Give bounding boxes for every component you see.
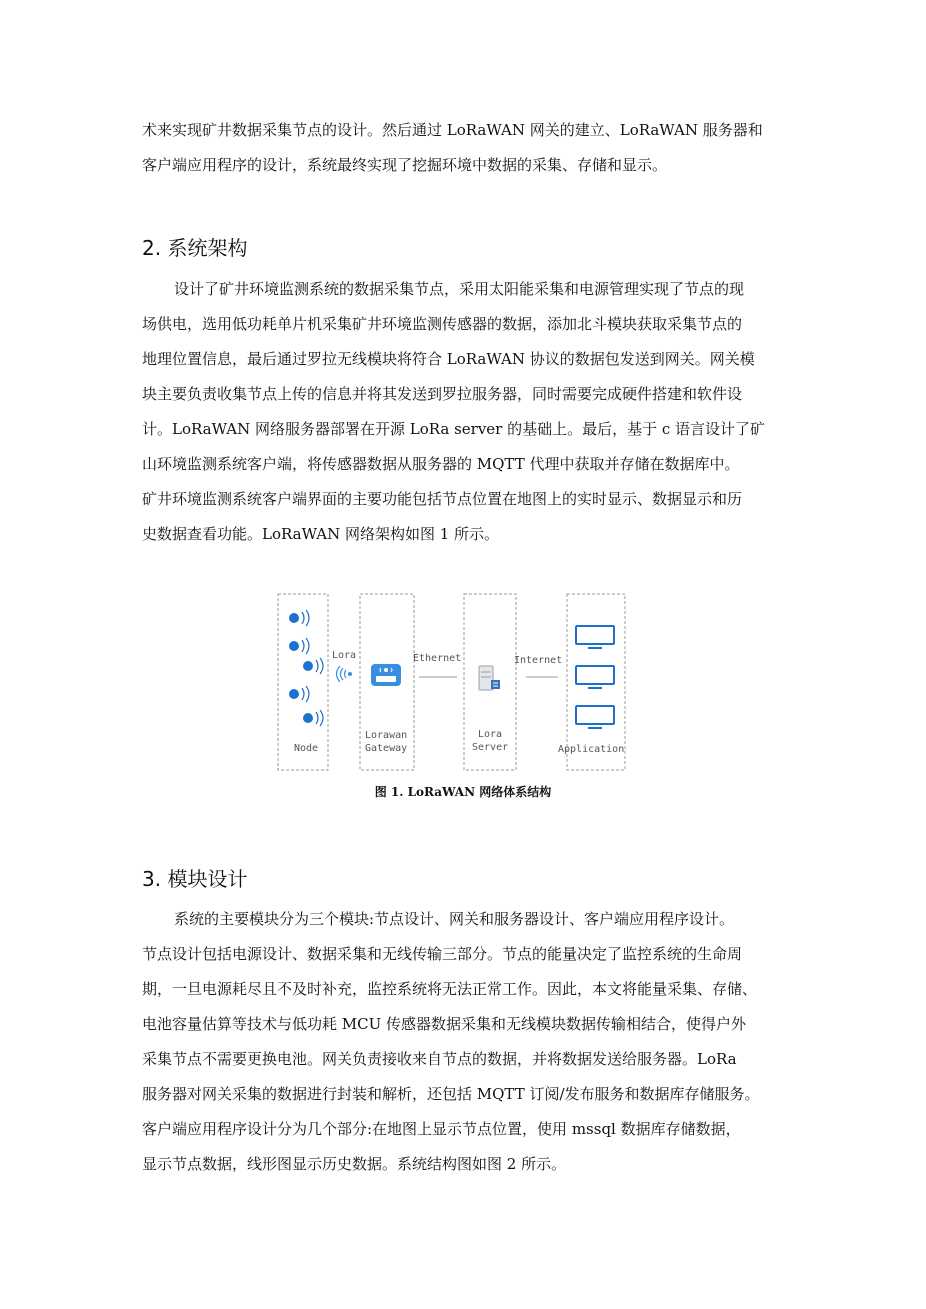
monitor-icon [576,666,614,688]
text-line: 块主要负责收集节点上传的信息并将其发送到罗拉服务器，同时需要完成硬件搭建和软件设 [142,385,743,403]
gateway-label-line2: Gateway [365,743,408,754]
text-line: 节点设计包括电源设计、数据采集和无线传输三部分。节点的能量决定了监控系统的生命周 [142,945,743,963]
monitor-icon [576,626,614,648]
lora-label: Lora [332,650,357,661]
gateway-router-icon [371,664,401,686]
text-line: 术来实现矿井数据采集节点的设计。然后通过 LoRaWAN 网关的建立、LoRaWAN 服务器和 [142,121,763,139]
figure-caption: 图 1. LoRaWAN 网络体系结构 [374,785,552,799]
section-2-paragraph [142,272,802,552]
sensor-node-icon [303,658,323,674]
section-2-heading: 2. 系统架构 [142,236,248,260]
text-line: 史数据查看功能。LoRaWAN 网络架构如图 1 所示。 [142,525,500,543]
intro-paragraph [142,113,802,183]
text-line: 显示节点数据，线形图显示历史数据。系统结构图如图 2 所示。 [142,1155,567,1173]
server-label-line1: Lora [478,729,503,740]
text-line: 客户端应用程序设计分为几个部分:在地图上显示节点位置，使用 mssql 数据库存储数据， [142,1120,741,1138]
application-label: Application [558,744,625,755]
sensor-node-icon [303,710,323,726]
monitor-icon [576,706,614,728]
gateway-label-line1: Lorawan [365,730,408,741]
lorawan-architecture-figure [276,590,636,775]
sensor-node-icon [289,610,309,626]
text-line: 矿井环境监测系统客户端界面的主要功能包括节点位置在地图上的实时显示、数据显示和历 [142,490,743,508]
sensor-node-icon [289,638,309,654]
text-line: 客户端应用程序的设计，系统最终实现了挖掘环境中数据的采集、存储和显示。 [142,156,668,174]
text-line: 设计了矿井环境监测系统的数据采集节点，采用太阳能采集和电源管理实现了节点的现 [174,280,745,298]
text-line: 服务器对网关采集的数据进行封装和解析，还包括 MQTT 订阅/发布服务和数据库存储服务。 [142,1085,760,1103]
text-line: 山环境监测系统客户端，将传感器数据从服务器的 MQTT 代理中获取并存储在数据库中。 [142,455,740,473]
server-icon [479,666,500,690]
text-line: 电池容量估算等技术与低功耗 MCU 传感器数据采集和无线模块数据传输相结合，使得户外 [142,1015,747,1033]
internet-label: Internet [514,655,563,666]
section-3-heading: 3. 模块设计 [142,867,248,891]
ethernet-label: Ethernet [413,653,462,664]
node-label: Node [294,743,319,754]
wireless-signal-icon [337,666,353,682]
section-3-paragraph [142,902,802,1182]
text-line: 采集节点不需要更换电池。网关负责接收来自节点的数据，并将数据发送给服务器。LoRa [142,1050,737,1068]
server-label-line2: Server [472,742,509,753]
architecture-diagram [276,590,636,775]
text-line: 计。LoRaWAN 网络服务器部署在开源 LoRa server 的基础上。最后，基于 c 语言设计了矿 [142,420,766,438]
text-line: 场供电，选用低功耗单片机采集矿井环境监测传感器的数据，添加北斗模块获取采集节点的 [142,315,743,333]
text-line: 地理位置信息，最后通过罗拉无线模块将符合 LoRaWAN 协议的数据包发送到网关。网关模 [142,350,755,368]
text-line: 系统的主要模块分为三个模块:节点设计、网关和服务器设计、客户端应用程序设计。 [174,910,735,928]
sensor-node-icon [289,686,309,702]
text-line: 期，一旦电源耗尽且不及时补充，监控系统将无法正常工作。因此，本文将能量采集、存储、 [142,980,758,998]
